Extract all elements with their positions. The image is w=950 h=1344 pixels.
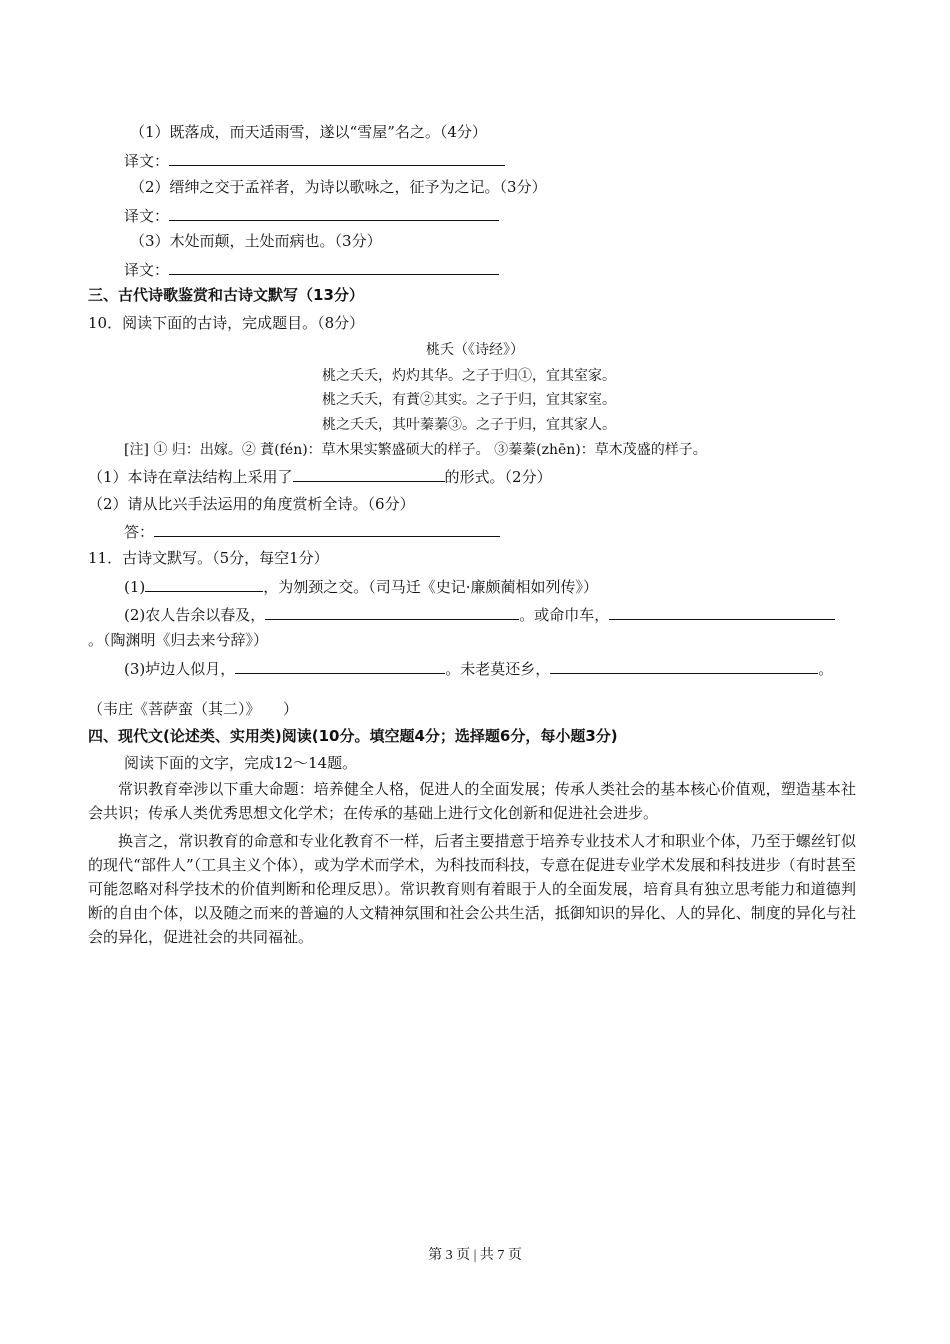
q11-2-b: 。或命巾车，	[519, 606, 610, 624]
q9-answer-line-3	[124, 259, 499, 280]
page-footer: 第 3 页 | 共 7 页	[428, 1248, 522, 1263]
q11-2-src: 。（陶渊明《归去来兮辞》）	[88, 631, 269, 649]
q11-2	[124, 604, 835, 625]
answer-blank[interactable]	[550, 658, 818, 674]
answer-blank[interactable]	[169, 205, 499, 221]
poem-note: [注] ① 归：出嫁。② 蕡(fén)：草木果实繁盛硕大的样子。 ③蓁蓁(zhēn)：草木茂盛的样子。	[124, 442, 707, 458]
passage-paragraph-2: 换言之，常识教育的命意和专业化教育不一样，后者主要措意于培养专业技术人才和职业个体，乃至于螺丝钉似的现代“部件人”（工具主义个体），或为学术而学术，为科技而科技，专意在促进专业学术发展和科技进步（有时甚至可能忽略对科学技术的价值判断和伦理反思）。常识教育则有着眼于人的全面发展，培育具有独立思考能力和道德判断的自由个体，以及随之而来的普遍的人文精神氛围和社会公共生活，抵御知识的异化、人的异化、制度的异化与社会的异化，促进社会的共同福祉。	[88, 832, 856, 946]
answer-blank[interactable]	[609, 604, 835, 620]
q9-sentence-3: （3）木处而颠，土处而病也。（3分）	[130, 232, 382, 250]
answer-blank[interactable]	[154, 521, 500, 537]
poem-line-1: 桃之夭夭，灼灼其华。之子于归①，宜其室家。	[322, 368, 616, 384]
answer-blank[interactable]	[293, 466, 445, 482]
q10-1	[88, 466, 552, 487]
answer-blank[interactable]	[169, 259, 499, 275]
translate-label: 译文：	[124, 261, 170, 279]
q9-sentence-1: （1）既落成，而天适雨雪，遂以“雪屋”名之。（4分）	[130, 123, 487, 141]
answer-label: 答：	[124, 523, 155, 541]
poem-title: 桃夭（《诗经》）	[426, 342, 524, 358]
q10-2: （2）请从比兴手法运用的角度赏析全诗。（6分）	[88, 495, 415, 513]
q11-3-b: 。未老莫还乡，	[445, 660, 551, 678]
q9-sentence-2: （2）缙绅之交于孟祥者，为诗以歌咏之，征予为之记。（3分）	[130, 178, 547, 196]
q11-1	[124, 576, 598, 597]
poem-line-2: 桃之夭夭，有蕡②其实。之子于归，宜其家室。	[322, 392, 616, 408]
answer-blank[interactable]	[169, 150, 505, 166]
q11-3-src: （韦庄《菩萨蛮（其二）》 ）	[88, 700, 299, 718]
poem-line-3: 桃之夭夭，其叶蓁蓁③。之子于归，宜其家人。	[322, 417, 616, 433]
q11-intro: 11．古诗文默写。（5分，每空1分）	[88, 549, 329, 567]
q10-2-answer	[124, 521, 500, 542]
answer-blank[interactable]	[145, 576, 263, 592]
passage-paragraph-1: 常识教育牵涉以下重大命题：培养健全人格，促进人的全面发展；传承人类社会的基本核心价值观，塑造基本社会共识；传承人类优秀思想文化学术；在传承的基础上进行文化创新和促进社会进步。	[88, 780, 856, 822]
section-4-heading: 四、现代文(论述类、实用类)阅读(10分。填空题4分；选择题6分，每小题3分)	[88, 727, 618, 745]
section-3-heading: 三、古代诗歌鉴赏和古诗文默写（13分）	[88, 286, 364, 304]
q11-1-num: (1)	[124, 578, 146, 596]
q11-3-a: (3)垆边人似月，	[124, 660, 236, 678]
translate-label: 译文：	[124, 207, 170, 225]
q10-intro: 10．阅读下面的古诗，完成题目。（8分）	[88, 314, 365, 332]
q9-answer-line-1	[124, 150, 505, 171]
q11-3-end: 。	[818, 660, 834, 678]
q9-answer-line-2	[124, 205, 499, 226]
q10-1-prefix: （1）本诗在章法结构上采用了	[88, 468, 293, 486]
section-4-intro: 阅读下面的文字，完成12～14题。	[124, 754, 358, 772]
answer-blank[interactable]	[265, 604, 519, 620]
q11-3	[124, 658, 833, 679]
q11-2-a: (2)农人告余以春及，	[124, 606, 266, 624]
answer-blank[interactable]	[235, 658, 445, 674]
q10-1-suffix: 的形式。（2分）	[444, 468, 552, 486]
q11-1-src: ，为刎颈之交。（司马迁《史记·廉颇蔺相如列传》）	[263, 578, 599, 596]
translate-label: 译文：	[124, 152, 170, 170]
